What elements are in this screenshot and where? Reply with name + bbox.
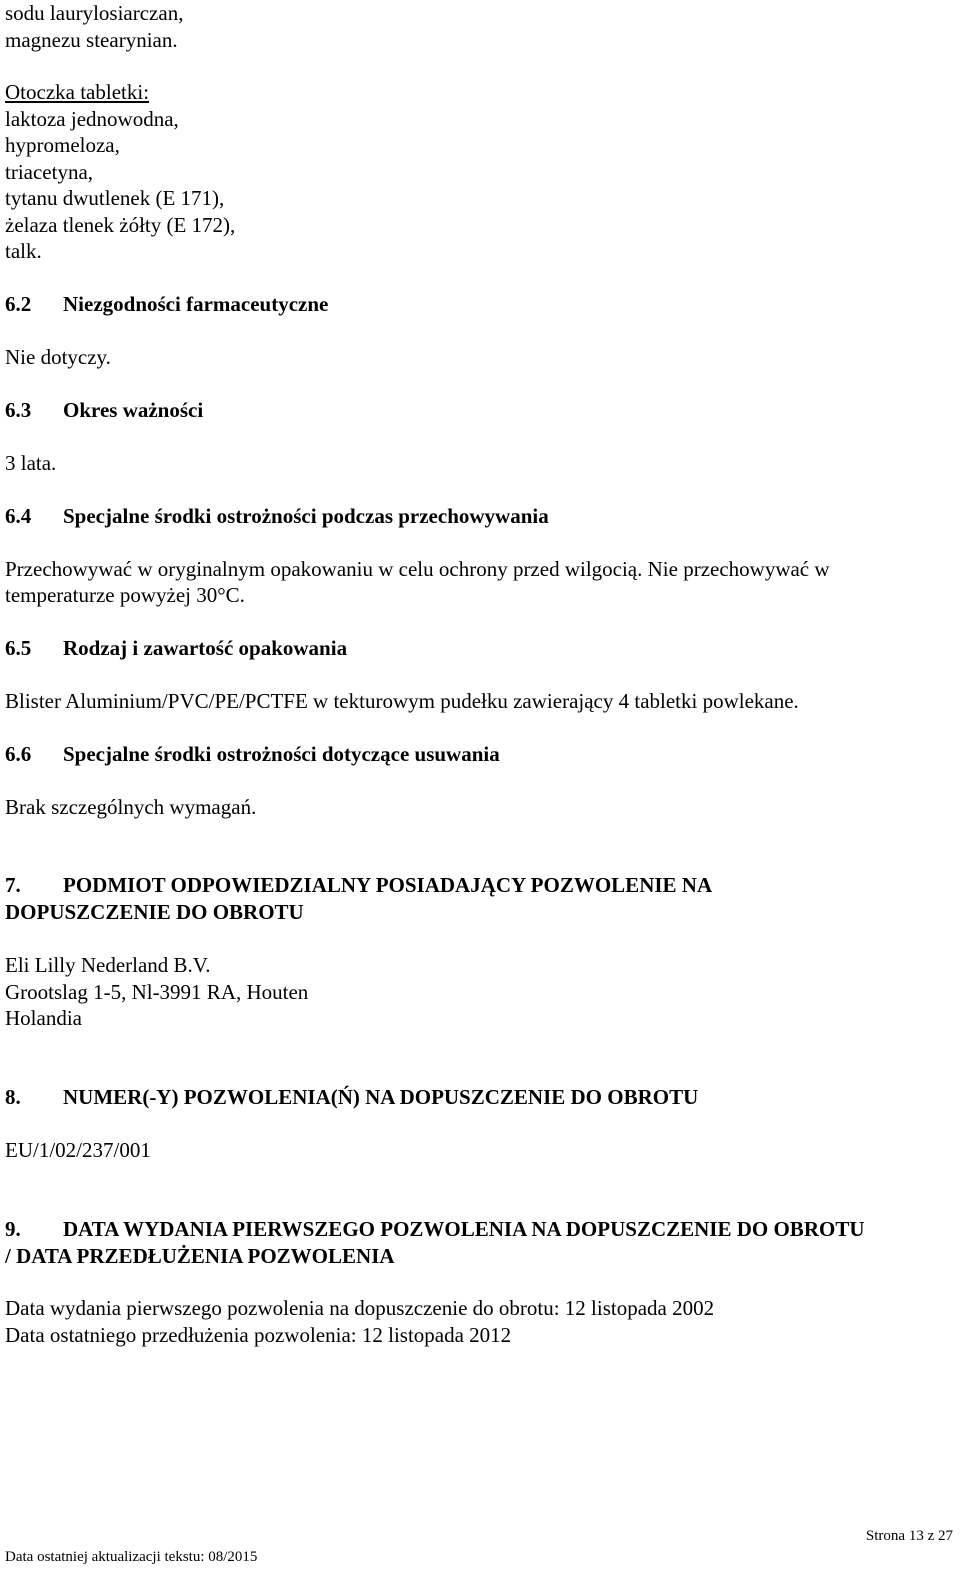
coating-item: laktoza jednowodna,: [5, 107, 179, 131]
section-6-2-heading: [5, 291, 328, 318]
mah-address-line: Eli Lilly Nederland B.V.: [5, 953, 211, 977]
section-9-body: Data wydania pierwszego pozwolenia na dopuszczenie do obrotu: 12 listopada 2002: [5, 1296, 715, 1320]
section-6-6-heading: [5, 741, 500, 768]
section-8-heading: [5, 1084, 698, 1111]
section-title: PODMIOT ODPOWIEDZIALNY POSIADAJĄCY POZWOLENIE NA: [63, 873, 713, 897]
section-9-heading: [5, 1216, 865, 1243]
excipient-item: sodu laurylosiarczan,: [5, 1, 184, 25]
section-number: 6.3: [5, 398, 32, 422]
last-update-date: Data ostatniej aktualizacji tekstu: 08/2015: [5, 1549, 258, 1565]
section-6-2-body: Nie dotyczy.: [5, 345, 111, 369]
mah-address-line: Grootslag 1-5, Nl-3991 RA, Houten: [5, 980, 309, 1004]
section-number: 6.2: [5, 292, 32, 316]
section-6-5-heading: [5, 635, 347, 662]
section-9-heading-cont: / DATA PRZEDŁUŻENIA POZWOLENIA: [5, 1244, 395, 1268]
section-6-6-body: Brak szczególnych wymagań.: [5, 795, 257, 819]
excipient-item: magnezu stearynian.: [5, 28, 178, 52]
section-9-body: Data ostatniego przedłużenia pozwolenia: 12 listopada 2012: [5, 1323, 512, 1347]
section-title: Niezgodności farmaceutyczne: [63, 292, 329, 316]
coating-item: talk.: [5, 239, 42, 263]
section-6-3-heading: [5, 397, 203, 424]
section-title: DATA WYDANIA PIERWSZEGO POZWOLENIA NA DOPUSZCZENIE DO OBROTU: [63, 1217, 865, 1241]
section-6-4-heading: [5, 503, 549, 530]
page-number: Strona 13 z 27: [865, 1528, 953, 1544]
section-6-3-body: 3 lata.: [5, 451, 57, 475]
section-title: Rodzaj i zawartość opakowania: [63, 636, 348, 660]
section-number: 7.: [5, 873, 21, 897]
coating-item: triacetyna,: [5, 160, 94, 184]
mah-address-line: Holandia: [5, 1006, 82, 1030]
section-title: Specjalne środki ostrożności podczas przechowywania: [63, 504, 549, 528]
coating-heading: Otoczka tabletki:: [5, 80, 150, 104]
section-number: 9.: [5, 1217, 21, 1241]
section-8-body: EU/1/02/237/001: [5, 1138, 151, 1162]
section-7-heading-cont: DOPUSZCZENIE DO OBROTU: [5, 900, 304, 924]
section-7-heading: [5, 872, 712, 899]
coating-item: tytanu dwutlenek (E 171),: [5, 186, 225, 210]
section-number: 6.4: [5, 504, 32, 528]
section-6-5-body: Blister Aluminium/PVC/PE/PCTFE w tekturowym pudełku zawierający 4 tabletki powlekane.: [5, 689, 799, 713]
section-number: 6.6: [5, 742, 32, 766]
section-number: 6.5: [5, 636, 32, 660]
coating-item: żelaza tlenek żółty (E 172),: [5, 213, 236, 237]
section-title: NUMER(-Y) POZWOLENIA(Ń) NA DOPUSZCZENIE DO OBROTU: [63, 1085, 699, 1109]
section-title: Specjalne środki ostrożności dotyczące usuwania: [63, 742, 500, 766]
coating-item: hypromeloza,: [5, 133, 120, 157]
section-number: 8.: [5, 1085, 21, 1109]
section-title: Okres ważności: [63, 398, 204, 422]
section-6-4-body: Przechowywać w oryginalnym opakowaniu w celu ochrony przed wilgocią. Nie przechowywać w: [5, 557, 830, 581]
section-6-4-body: temperaturze powyżej 30°C.: [5, 583, 245, 607]
